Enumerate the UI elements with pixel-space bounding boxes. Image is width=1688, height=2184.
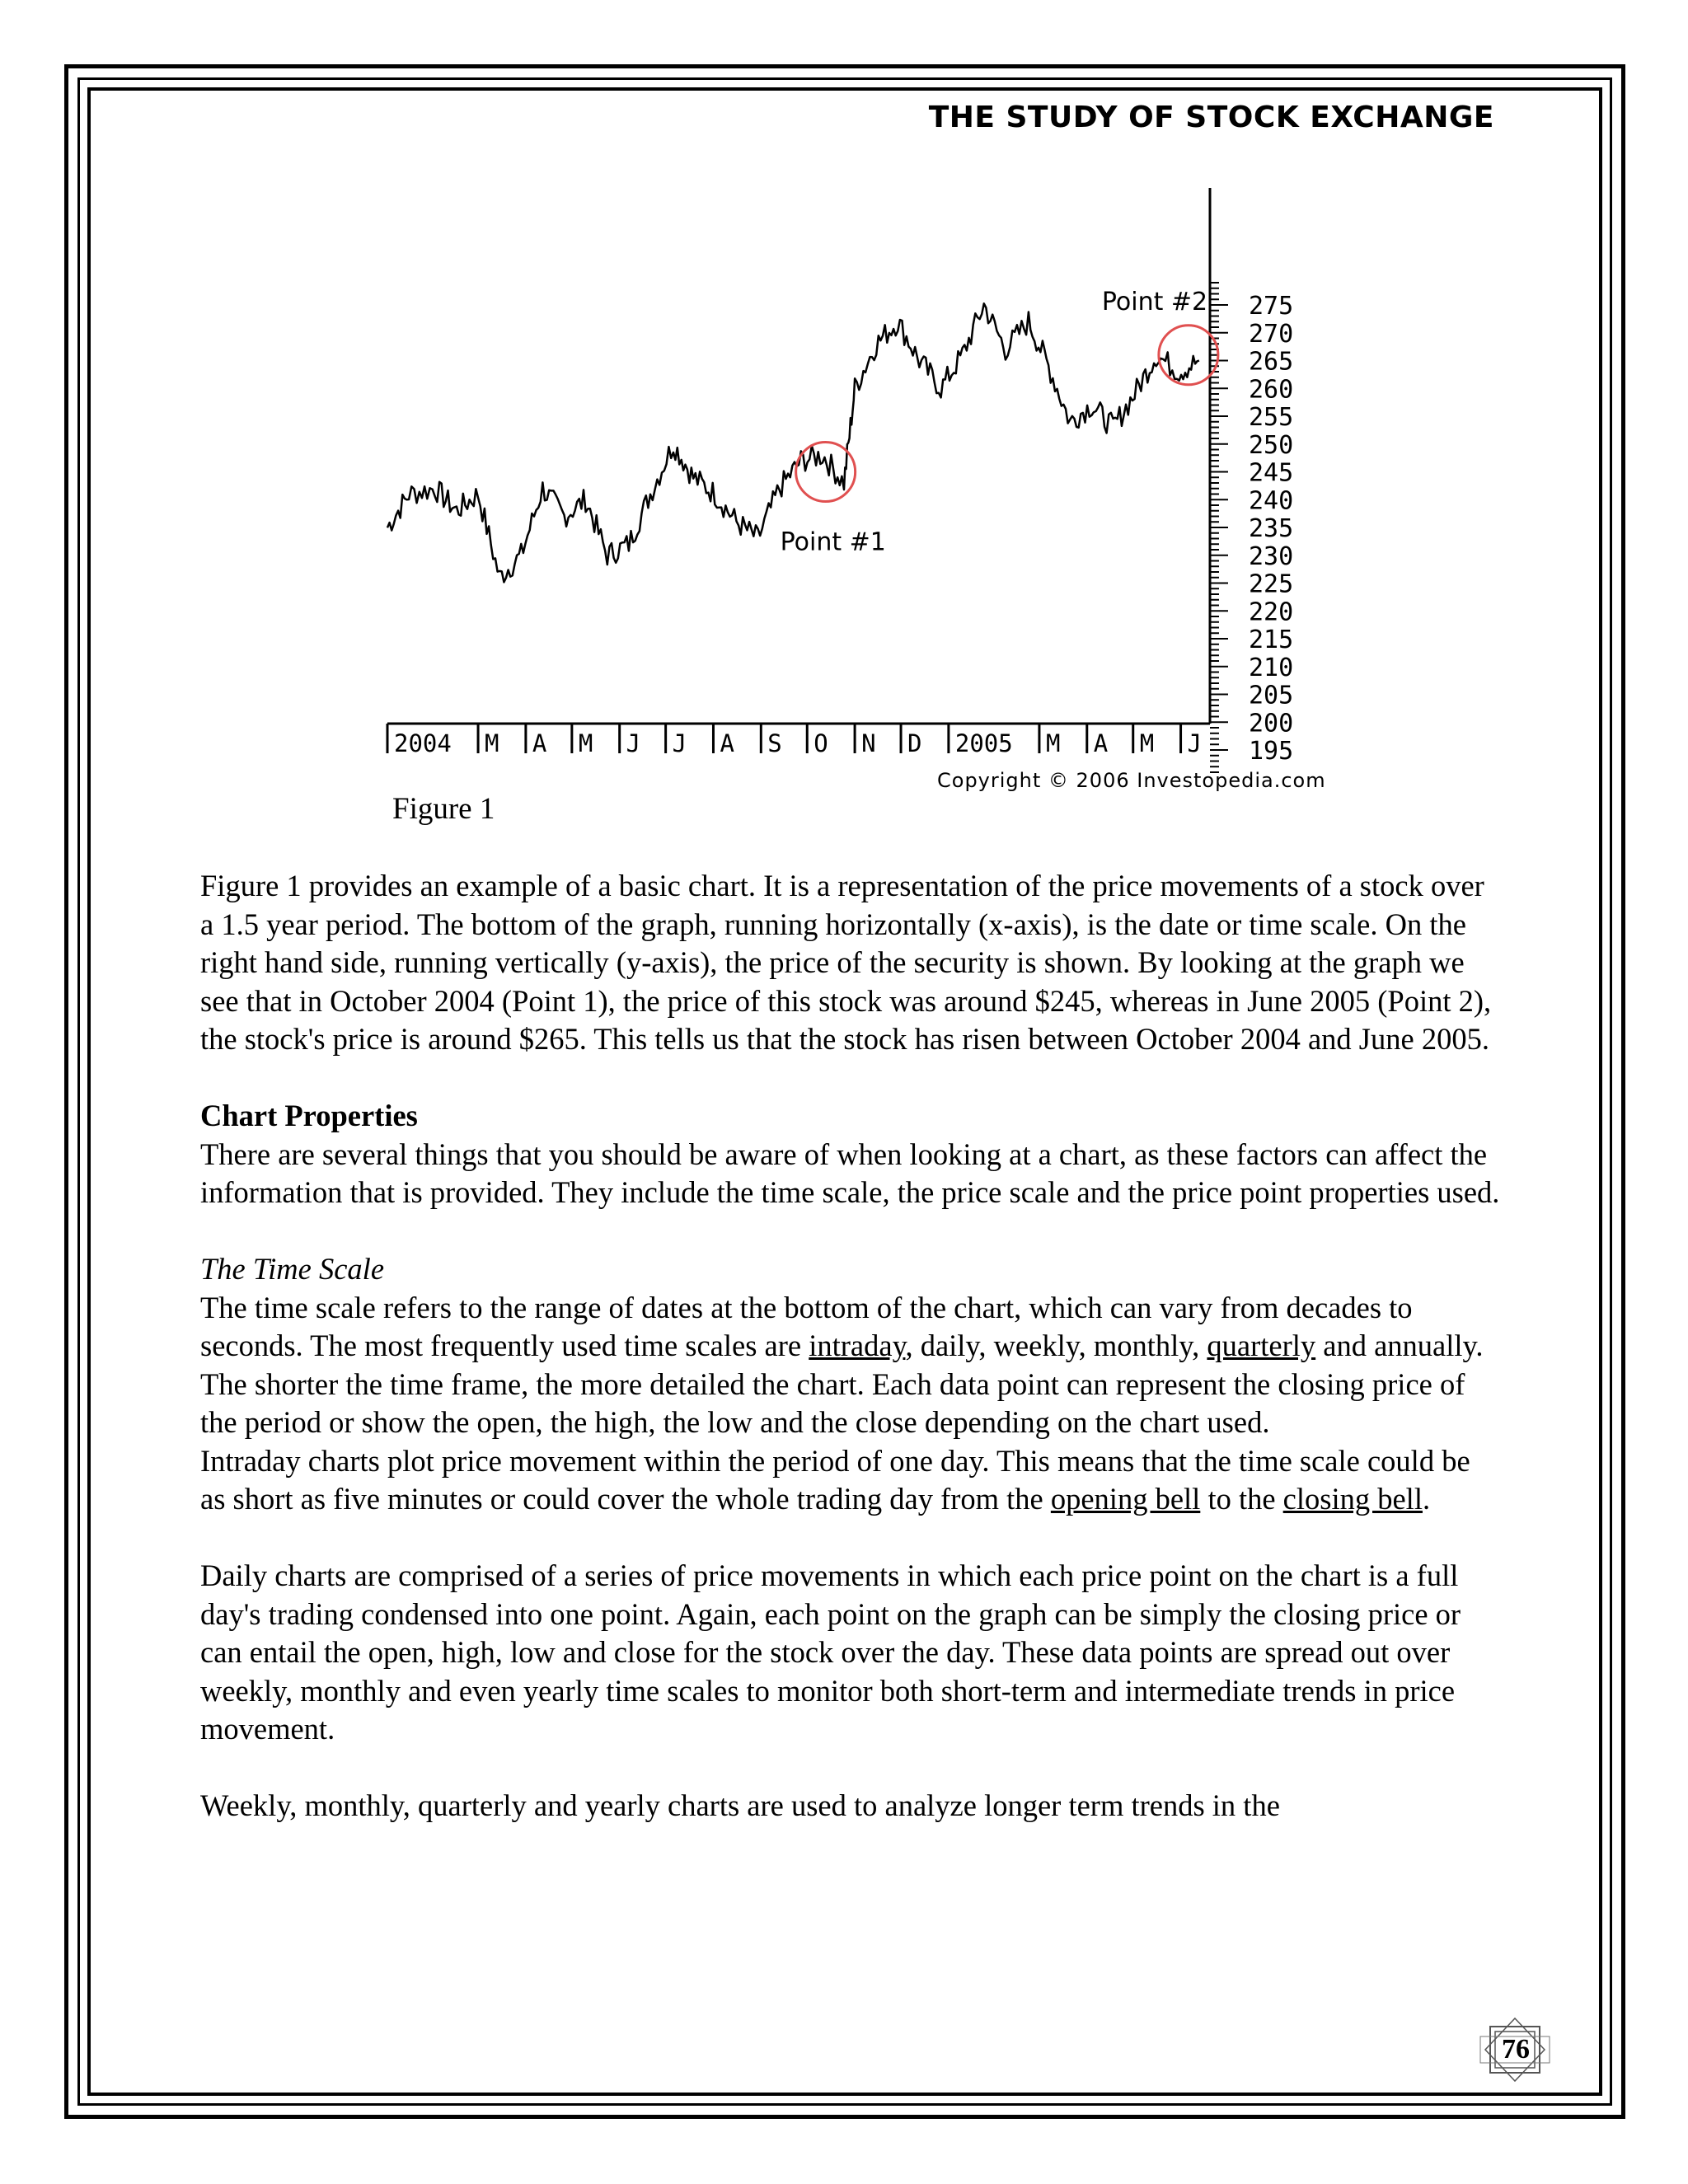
y-tick-label: 245	[1249, 458, 1294, 488]
x-tick-label: D	[907, 729, 922, 757]
heading-chart-properties: Chart Properties	[200, 1099, 418, 1132]
stock-price-chart	[0, 0, 1688, 824]
y-tick-label: 275	[1249, 292, 1294, 321]
x-tick-label: M	[1139, 729, 1155, 757]
y-tick-label: 195	[1249, 737, 1294, 766]
x-tick-label: M	[485, 729, 499, 757]
x-tick-label: M	[578, 729, 593, 757]
paragraph-weekly-charts: Weekly, monthly, quarterly and yearly charts are used to analyze longer term trends in the	[200, 1788, 1280, 1822]
y-tick-label: 200	[1249, 709, 1294, 738]
text-segment: .	[1422, 1482, 1431, 1516]
chart-copyright: Copyright © 2006 Investopedia.com	[937, 769, 1326, 792]
x-tick-label: M	[1045, 729, 1061, 757]
annotation-circle	[796, 443, 856, 502]
y-tick-label: 225	[1249, 569, 1294, 599]
page-number: 76	[1502, 2034, 1530, 2064]
y-tick-label: 240	[1249, 486, 1294, 516]
y-tick-label: 205	[1249, 681, 1294, 710]
y-tick-label: 215	[1249, 626, 1294, 654]
y-tick-label: 250	[1249, 430, 1294, 460]
x-tick-label: A	[1093, 729, 1109, 757]
x-tick-label: 2004	[394, 729, 452, 757]
paragraph-intro: Figure 1 provides an example of a basic chart. It is a representation of the price movements of a stock over a 1.5 year period. The bottom of the graph, running horizontally (x-axis), is the date or time scale. On the right hand side, running vertically (y-axis), the price of the security is shown. By looking at the graph we see that in October 2004 (Point 1), the price of this stock was around $245, whereas in June 2005 (Point 2), the stock's price is around $265. This tells us that the stock has risen between October 2004 and June 2005.	[200, 869, 1492, 1056]
link-quarterly[interactable]: quarterly	[1207, 1329, 1316, 1362]
link-intraday[interactable]: intraday	[809, 1329, 906, 1362]
body-text	[200, 867, 1503, 1863]
y-tick-label: 220	[1249, 598, 1294, 627]
y-tick-label: 270	[1249, 319, 1294, 349]
x-tick-label: S	[767, 729, 782, 757]
x-tick-label: O	[814, 729, 828, 757]
annotation-label: Point #2	[1101, 287, 1208, 316]
paragraph-time-scale	[200, 1289, 1503, 1442]
text-segment: to the	[1200, 1482, 1283, 1516]
heading-time-scale: The Time Scale	[200, 1252, 385, 1286]
paragraph-chart-properties: There are several things that you should be aware of when looking at a chart, as these factors can affect the information that is provided. They include the time scale, the price scale and the price point properties used.	[200, 1137, 1500, 1209]
x-tick-label: N	[861, 729, 876, 757]
text-segment: Intraday charts plot price movement within the period of one day. This means that the time scale could be as short as five minutes or could cover the whole trading day from the	[200, 1443, 1470, 1516]
y-tick-label: 265	[1249, 347, 1294, 377]
x-tick-label: J	[1187, 729, 1203, 757]
y-tick-label: 235	[1249, 514, 1294, 543]
annotation-label: Point #1	[780, 527, 886, 557]
x-tick-label: A	[532, 729, 547, 757]
y-tick-label: 260	[1249, 375, 1294, 405]
y-tick-label: 210	[1249, 653, 1294, 682]
text-segment: and annually. The shorter the time frame, the more detailed the chart. Each data point can represent the closing price of the period or show the open, the high, the low and the close depending on the chart used.	[200, 1329, 1484, 1439]
figure-caption: Figure 1	[392, 792, 495, 826]
text-segment: , daily, weekly, monthly,	[905, 1329, 1207, 1362]
x-tick-label: J	[626, 729, 641, 757]
y-tick-label: 230	[1249, 541, 1294, 571]
x-tick-label: 2005	[954, 729, 1013, 757]
text-segment: The time scale refers to the range of dates at the bottom of the chart, which can vary from decades to seconds. The most frequently used time scales are	[200, 1290, 1413, 1362]
paragraph-daily-charts: Daily charts are comprised of a series of price movements in which each price point on the chart is a full day's trading condensed into one point. Again, each point on the graph can be simply the closing price or can entail the open, high, low and close for the stock over the day. These data points are spread out over weekly, monthly and even yearly time scales to monitor both short-term and intermediate trends in price movement.	[200, 1558, 1461, 1746]
paragraph-intraday	[200, 1442, 1503, 1519]
x-tick-label: J	[672, 729, 687, 757]
link-closing-bell[interactable]: closing bell	[1282, 1482, 1423, 1516]
x-tick-label: A	[720, 729, 734, 757]
link-opening-bell[interactable]: opening bell	[1050, 1482, 1201, 1516]
y-tick-label: 255	[1249, 403, 1294, 432]
page-header-title: THE STUDY OF STOCK EXCHANGE	[928, 101, 1494, 134]
